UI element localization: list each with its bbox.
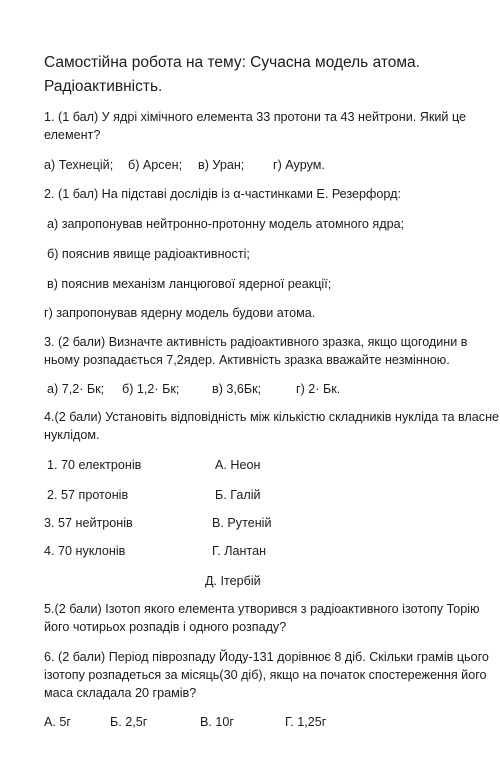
question-4-text-line2: нуклідом.: [44, 428, 100, 442]
question-6-option-c: В. 10г: [200, 715, 234, 729]
worksheet-title-line2: Радіоактивність.: [44, 78, 163, 95]
worksheet-title-line1: Самостійна робота на тему: Сучасна модель атома.: [44, 54, 420, 71]
question-4-right-item-a: А. Неон: [215, 458, 261, 472]
question-3-text-line1: 3. (2 бали) Визначте активність радіоактивного зразка, якщо щогодини в: [44, 335, 468, 349]
question-2-option-d: г) запропонував ядерну модель будови атома.: [44, 306, 316, 320]
question-2-option-a: а) запропонував нейтронно-протонну модель атомного ядра;: [47, 217, 405, 231]
question-1-option-c: в) Уран;: [198, 158, 245, 172]
question-1-option-b: б) Арсен;: [128, 158, 183, 172]
question-6-text-line1: 6. (2 бали) Період піврозпаду Йоду-131 дорівнює 8 діб. Скільки грамів цього: [44, 650, 489, 664]
question-3-option-d: г) 2· Бк.: [296, 382, 341, 396]
question-4-right-item-e: Д. Ітербій: [205, 574, 261, 588]
question-6-option-d: Г. 1,25г: [285, 715, 327, 729]
question-6-text-line2: ізотопу розпадеться за місяць(30 діб), якщо на початок спостереження його: [44, 668, 487, 682]
question-4-right-item-d: Г. Лантан: [212, 544, 267, 558]
question-4-right-item-b: Б. Галій: [215, 488, 261, 502]
question-3-text-line2: ньому розпадається 7,2ядер. Активність зразка вважайте незмінною.: [44, 353, 450, 367]
question-4-left-item-4: 4. 70 нуклонів: [44, 544, 126, 558]
question-4-text-line1: 4.(2 бали) Установіть відповідність між кількістю складників нукліда та власне: [44, 410, 500, 424]
question-6-text-line3: маса складала 20 грамів?: [44, 686, 197, 700]
question-2-option-c: в) пояснив механізм ланцюгової ядерної реакції;: [47, 277, 332, 291]
question-1-text-line2: елемент?: [44, 128, 101, 142]
question-2-option-b: б) пояснив явище радіоактивності;: [47, 247, 250, 261]
question-3-option-b: б) 1,2· Бк;: [122, 382, 180, 396]
question-4-left-item-1: 1. 70 електронів: [47, 458, 142, 472]
question-1-option-a: а) Технецій;: [44, 158, 114, 172]
question-2-text: 2. (1 бал) На підставі дослідів із α-частинками Е. Резерфорд:: [44, 187, 401, 201]
question-6-option-b: Б. 2,5г: [110, 715, 148, 729]
question-6-option-a: А. 5г: [44, 715, 71, 729]
question-4-left-item-3: 3. 57 нейтронів: [44, 516, 133, 530]
question-4-right-item-c: В. Рутеній: [212, 516, 272, 530]
question-5-text-line2: його чотирьох розпадів і одного розпаду?: [44, 620, 287, 634]
question-1-option-d: г) Аурум.: [273, 158, 325, 172]
question-3-option-a: а) 7,2· Бк;: [47, 382, 105, 396]
question-5-text-line1: 5.(2 бали) Ізотоп якого елемента утворився з радіоактивного ізотопу Торію: [44, 602, 480, 616]
question-4-left-item-2: 2. 57 протонів: [47, 488, 129, 502]
question-3-option-c: в) 3,6Бк;: [212, 382, 262, 396]
question-1-text-line1: 1. (1 бал) У ядрі хімічного елемента 33 протони та 43 нейтрони. Який це: [44, 110, 467, 124]
